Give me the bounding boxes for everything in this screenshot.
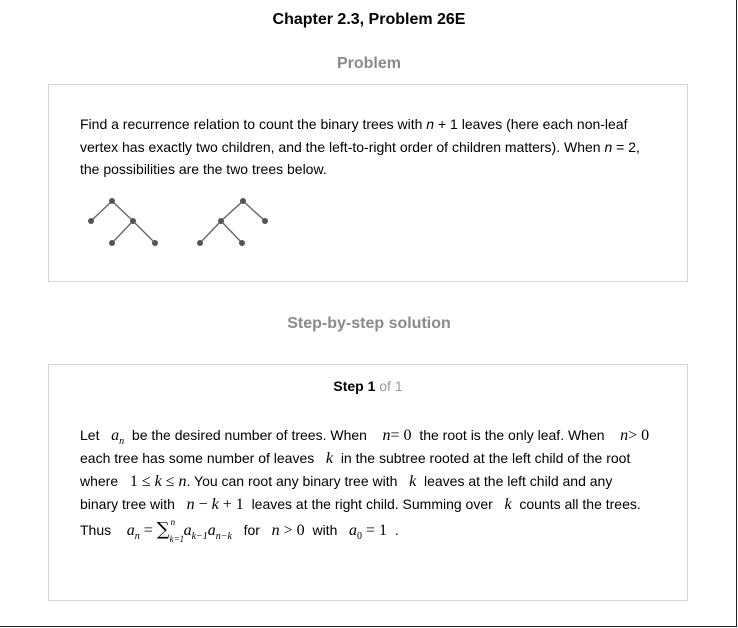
- problem-line: the possibilities are the two trees below.: [80, 161, 327, 177]
- solution-text: [80, 427, 680, 549]
- problem-line: Find a recurrence relation to count the binary trees with n + 1 leaves (here each non-leaf: [80, 116, 628, 132]
- summation-symbol: ∑: [156, 519, 170, 540]
- chapter-title: Chapter 2.3, Problem 26E: [272, 11, 466, 28]
- step-label: Step 1: [333, 378, 376, 394]
- tree-left-nodes: [88, 198, 158, 246]
- solution-card: [48, 364, 688, 601]
- step-header: [49, 378, 687, 394]
- tree-left: [91, 201, 155, 243]
- problem-text: [80, 113, 660, 181]
- step-count: of 1: [379, 378, 403, 394]
- solution-line: Let $a_n$ be the desired number of trees. When n= 0 the root is the only leaf. When n> 0: [80, 427, 650, 447]
- tree-right-nodes: [197, 198, 268, 246]
- problem-heading: Problem: [336, 55, 401, 72]
- problem-card: [48, 84, 688, 282]
- solution-heading: Step-by-step solution: [287, 315, 451, 332]
- solution-line: binary tree with n − k + 1 leaves at the right child. Summing over k counts all the trees.: [80, 496, 641, 513]
- solution-line: where 1 ≤ k ≤ n. You can root any binary tree with k leaves at the left child and any: [80, 473, 613, 490]
- solution-line: each tree has some number of leaves k in the subtree rooted at the left child of the root: [80, 450, 631, 467]
- binary-trees-figure: [83, 189, 273, 251]
- solution-line: Thus $a_n$ = ∑ n k=1 $a_{k-1}a_{n-k}$ for n > 0 with $a_0 = 1$ .: [80, 517, 399, 544]
- tree-right: [200, 201, 265, 243]
- problem-line: vertex has exactly two children, and the left-to-right order of children matters). When n = 2,: [80, 138, 640, 155]
